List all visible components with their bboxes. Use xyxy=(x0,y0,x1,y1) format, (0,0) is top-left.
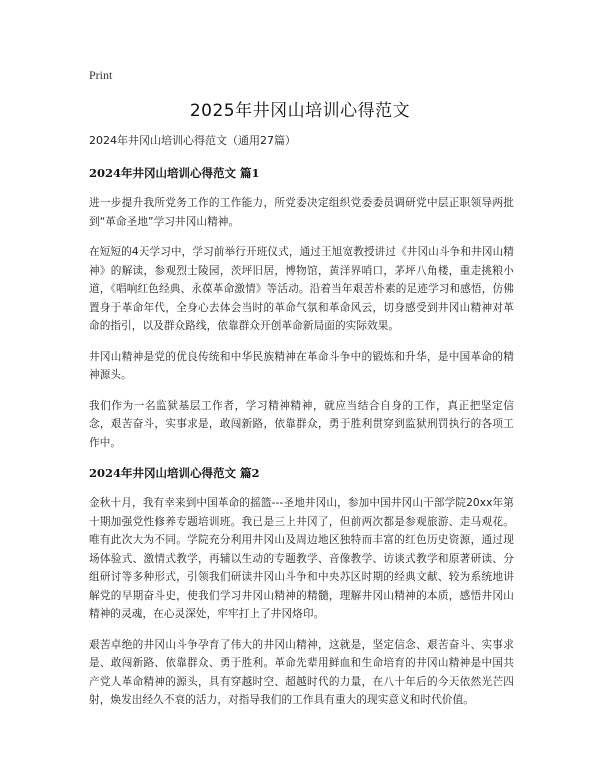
section-1 xyxy=(89,164,514,452)
paragraph: 在短短的4天学习中，学习前举行开班仪式，通过王旭宽教授讲过《井冈山斗争和井冈山精神》的解读，参观烈士陵园，茨坪旧居，博物馆，黄洋界哨口，茅坪八角楼，重走挑粮小道，《唱响红色经典、永葆革命激情》等活动。沿着当年艰苦朴素的足迹学习和感悟，仿佛置身于革命年代，全身心去体会当时的革命气氛和革命风云，切身感受到井冈山精神对革命的指引，以及群众路线，依靠群众开创革命新局面的实际效果。 xyxy=(89,246,514,332)
section-heading: 2024年井冈山培训心得范文 篇2 xyxy=(89,466,260,480)
page-title: 2025年井冈山培训心得范文 xyxy=(189,101,411,121)
print-link[interactable]: Print xyxy=(89,68,113,82)
article-body xyxy=(89,132,514,722)
section-heading: 2024年井冈山培训心得范文 篇1 xyxy=(89,166,260,180)
paragraph: 进一步提升我所党务工作的工作能力，所党委决定组织党委委员调研党中层正职领导两批到“革命圣地”学习井冈山精神。 xyxy=(89,197,514,228)
paragraph: 我们作为一名监狱基层工作者，学习精神精神，就应当结合自身的工作，真正把坚定信念，艰苦奋斗，实事求是，敢闯新路，依靠群众，勇于胜利贯穿到监狱刑罚执行的各项工作中。 xyxy=(89,399,514,449)
article-subtitle: 2024年井冈山培训心得范文（通用27篇） xyxy=(89,134,296,147)
paragraph: 艰苦卓绝的井冈山斗争孕育了伟大的井冈山精神，这就是，坚定信念、艰苦奋斗、实事求是、敢闯新路、依靠群众、勇于胜利。革命先辈用鲜血和生命培育的井冈山精神是中国共产党人革命精神的源头，具有穿越时空、超越时代的力量，在八十年后的今天依然光芒四射，焕发出经久不衰的活力，对指导我们的工作具有重大的现实意义和时代价值。 xyxy=(89,638,514,706)
paragraph: 金秋十月，我有幸来到中国革命的摇篮---圣地井冈山，参加中国井冈山干部学院20xx年第十期加强党性修养专题培训班。我已是三上井冈了，但前两次都是参观旅游、走马观花。唯有此次大为不同。学院充分利用井冈山及周边地区独特而丰富的红色历史资源，通过现场体验式、激情式教学，再辅以生动的专题教学、音像教学、访谈式教学和原著研读、分组研讨等多种形式，引领我们研读井冈山斗争和中央苏区时期的经典文献、较为系统地讲解党的早期奋斗史，使我们学习井冈山精神的精髓，理解井冈山精神的本质，感悟井冈山精神的灵魂，在心灵深处，牢牢打上了井冈烙印。 xyxy=(89,497,514,620)
section-2 xyxy=(89,464,514,710)
paragraph: 井冈山精神是党的优良传统和中华民族精神在革命斗争中的锻炼和升华，是中国革命的精神源头。 xyxy=(89,350,514,381)
